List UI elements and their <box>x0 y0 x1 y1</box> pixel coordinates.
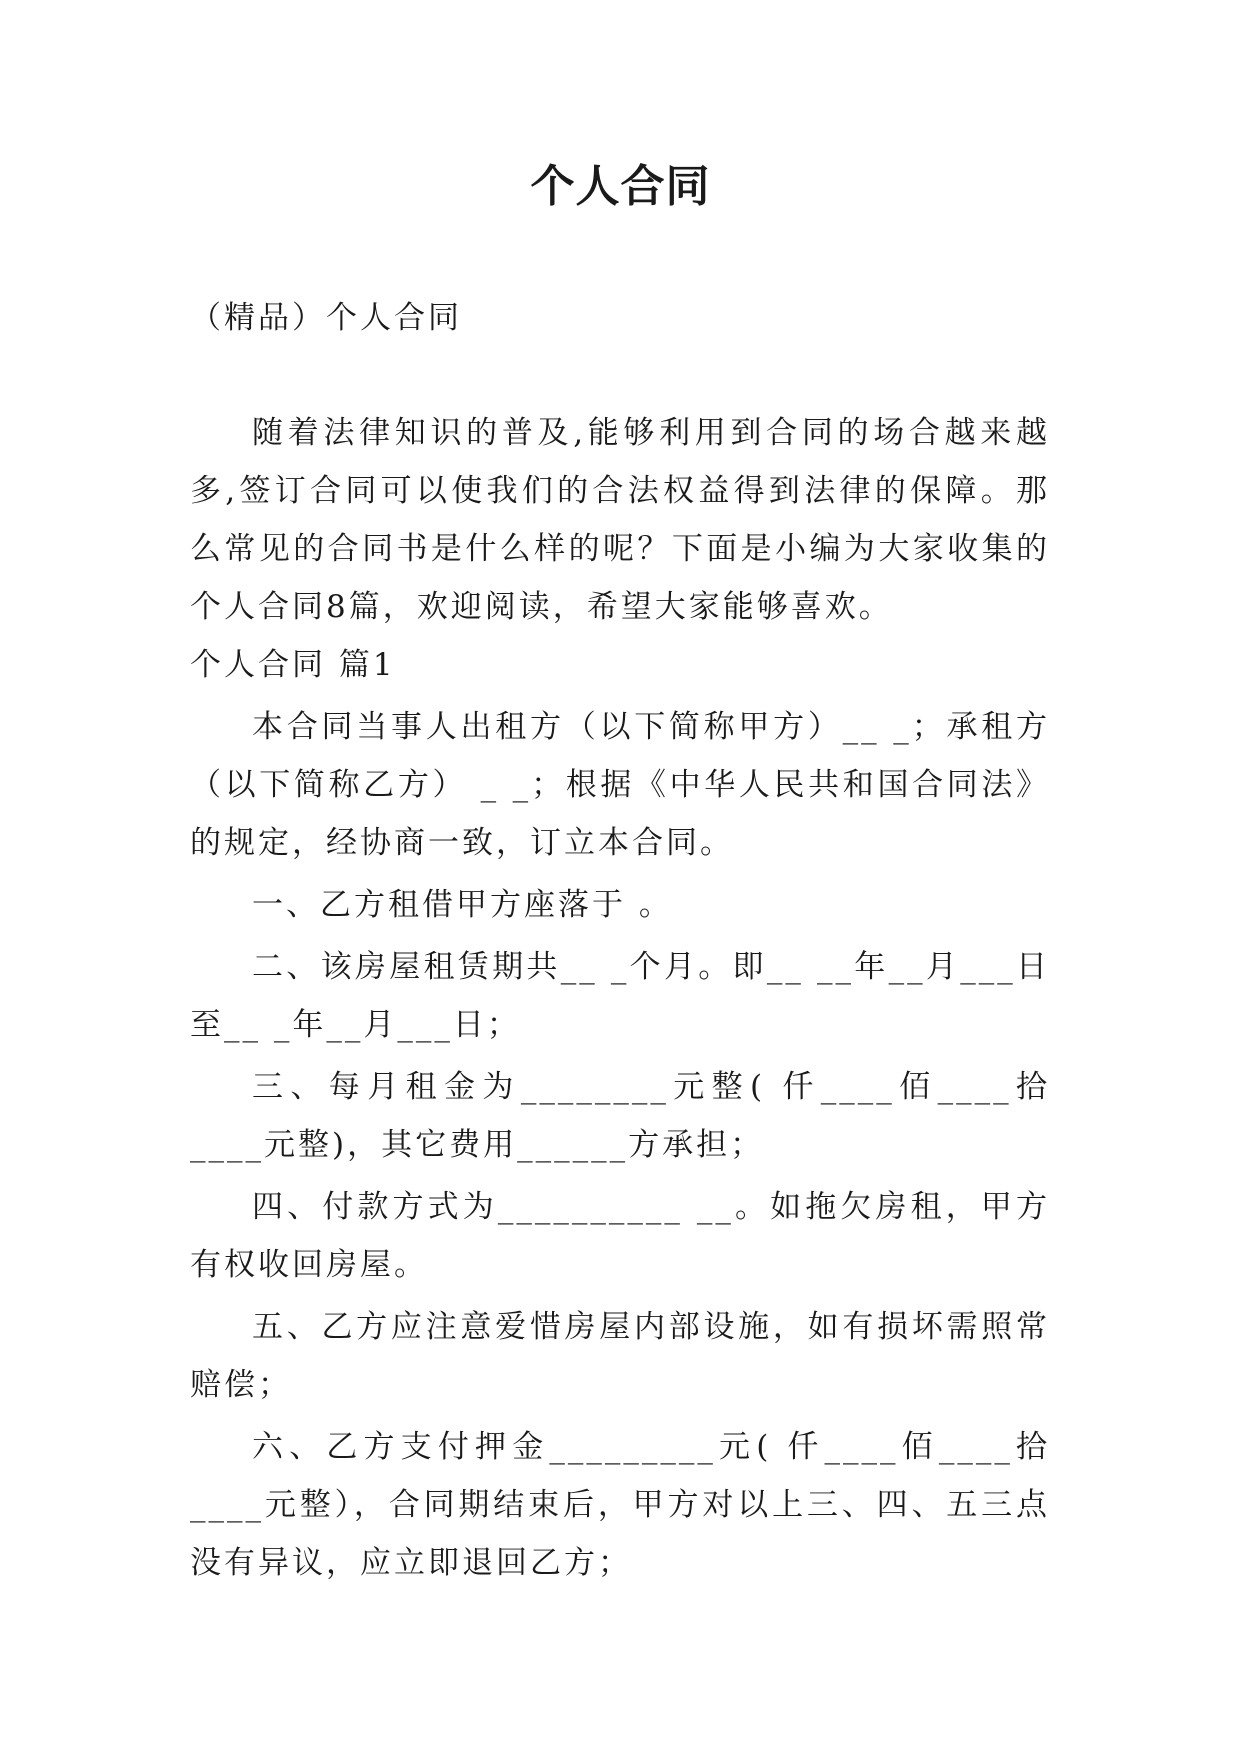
section-heading: 个人合同 篇1 <box>190 647 396 683</box>
clause-paragraph: 三、每月租金为________元整( 仟____佰____拾____元整)，其它费用______方承担； <box>190 1069 1050 1163</box>
clause-paragraph: 五、乙方应注意爱惜房屋内部设施，如有损坏需照常赔偿； <box>190 1309 1050 1403</box>
clause-paragraph: 本合同当事人出租方（以下简称甲方）__ _；承租方（以下简称乙方） _ _；根据《中华人民共和国合同法》的规定，经协商一致，订立本合同。 <box>190 709 1050 861</box>
clause-paragraph: 六、乙方支付押金_________元( 仟____佰____拾____元整），合同期结束后，甲方对以上三、四、五三点没有异议，应立即退回乙方； <box>190 1429 1050 1581</box>
document-subtitle: （精品）个人合同 <box>190 300 462 336</box>
document-title: 个人合同 <box>530 161 711 212</box>
document-body <box>190 404 1050 1592</box>
clause-paragraph: 四、付款方式为__________ __。如拖欠房租，甲方有权收回房屋。 <box>190 1189 1050 1283</box>
intro-paragraph: 随着法律知识的普及,能够利用到合同的场合越来越多,签订合同可以使我们的合法权益得到法律的保障。那么常见的合同书是什么样的呢？下面是小编为大家收集的个人合同8篇，欢迎阅读，希望大家能够喜欢。 <box>190 415 1050 625</box>
clause-paragraph: 一、乙方租借甲方座落于 。 <box>252 887 673 923</box>
clause-paragraph: 二、该房屋租赁期共__ _个月。即__ __年__月___日至__ _年__月___日； <box>190 949 1050 1043</box>
